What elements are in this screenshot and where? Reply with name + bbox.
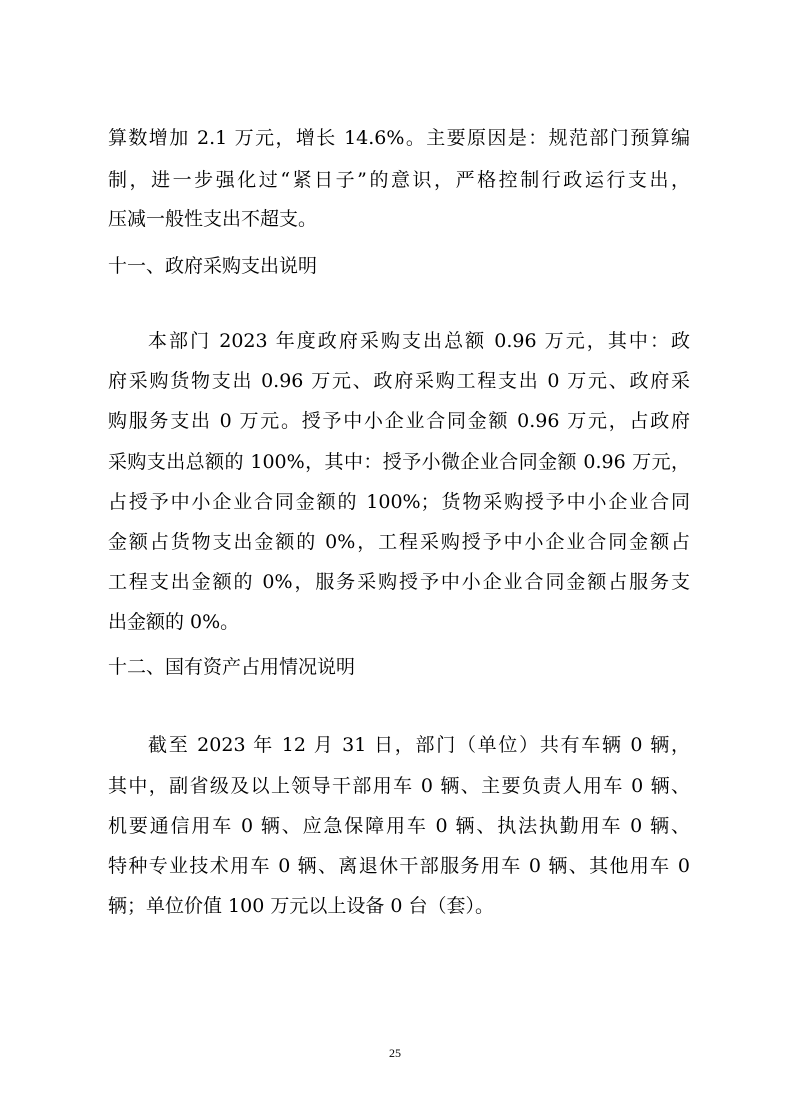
paragraph-line: 特种专业技术用车 0 辆、离退休干部服务用车 0 辆、其他用车 0	[108, 855, 690, 877]
paragraph-line: 占授予中小企业合同金额的 100%；货物采购授予中小企业合同	[108, 491, 690, 513]
paragraph-line: 机要通信用车 0 辆、应急保障用车 0 辆、执法执勤用车 0 辆、	[108, 815, 690, 837]
paragraph-line: 制，进一步强化过“紧日子”的意识，严格控制行政运行支出，	[108, 169, 690, 191]
paragraph-line: 本部门 2023 年度政府采购支出总额 0.96 万元，其中：政	[148, 330, 690, 352]
paragraph-line: 府采购货物支出 0.96 万元、政府采购工程支出 0 万元、政府采	[108, 370, 690, 392]
paragraph-line: 辆；单位价值 100 万元以上设备 0 台（套）。	[108, 895, 495, 917]
paragraph-line: 其中，副省级及以上领导干部用车 0 辆、主要负责人用车 0 辆、	[108, 775, 690, 797]
paragraph-line: 截至 2023 年 12 月 31 日，部门（单位）共有车辆 0 辆，	[148, 734, 690, 756]
paragraph-line: 出金额的 0%。	[108, 611, 240, 633]
paragraph-line: 工程支出金额的 0%，服务采购授予中小企业合同金额占服务支	[108, 571, 690, 593]
paragraph-line: 算数增加 2.1 万元，增长 14.6%。主要原因是：规范部门预算编	[108, 127, 690, 149]
paragraph-line: 金额占货物支出金额的 0%，工程采购授予中小企业合同金额占	[108, 531, 690, 553]
section-heading: 十一、政府采购支出说明	[108, 255, 318, 277]
paragraph-line: 采购支出总额的 100%，其中：授予小微企业合同金额 0.96 万元，	[108, 451, 690, 473]
page-number: 25	[389, 1046, 401, 1060]
paragraph-line: 压减一般性支出不超支。	[108, 208, 318, 230]
paragraph-line: 购服务支出 0 万元。授予中小企业合同金额 0.96 万元，占政府	[108, 410, 690, 432]
section-heading: 十二、国有资产占用情况说明	[108, 656, 356, 678]
